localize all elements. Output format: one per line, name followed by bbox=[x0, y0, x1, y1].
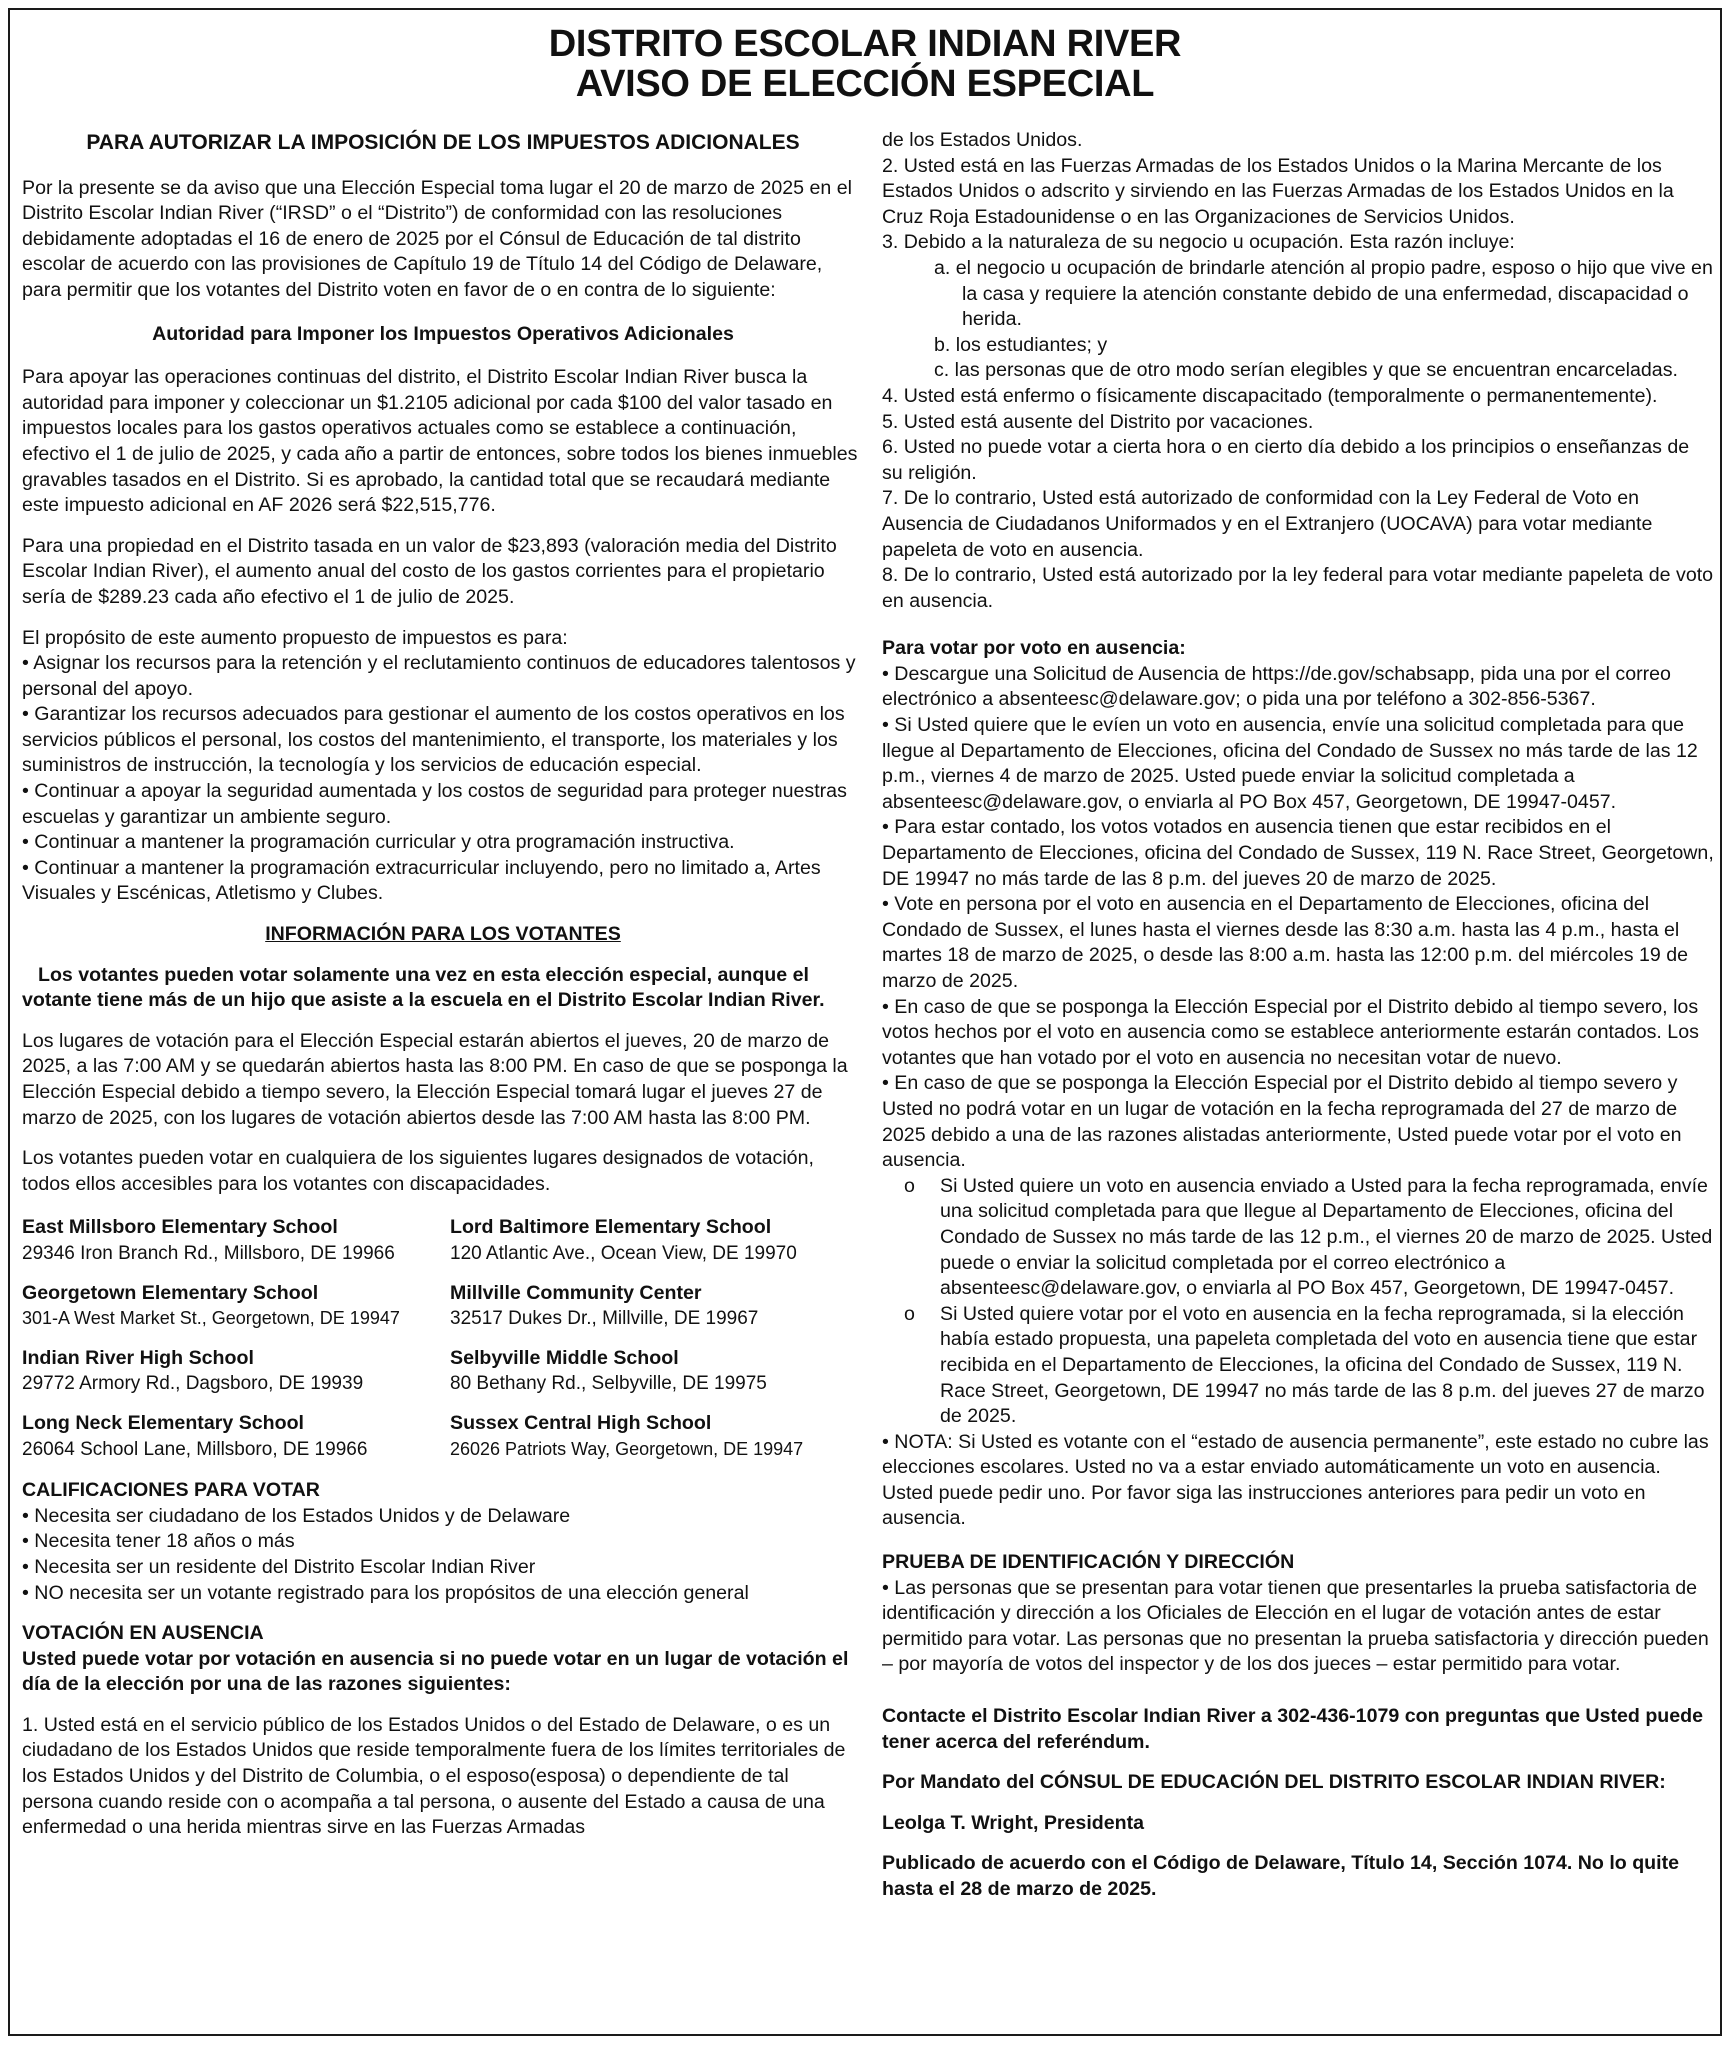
purpose-item: • Continuar a apoyar la seguridad aumentada y los costos de seguridad para proteger nuestras escuelas y garantizar un ambiente seguro. bbox=[22, 780, 847, 828]
option-marker: o bbox=[904, 1302, 915, 1325]
contact-info: Contacte el Distrito Escolar Indian River a 302-436-1079 con preguntas que Usted puede tener acerca del referéndum. bbox=[882, 1705, 1704, 1753]
location-address: 29772 Armory Rd., Dagsboro, DE 19939 bbox=[22, 1373, 364, 1395]
option-text: Si Usted quiere votar por el voto en ausencia en la fecha reprogramada, si la elección había estado propuesta, una papeleta completada del voto en ausencia tiene que estar recibida en el Departamento de Elecciones, la oficina del Condado de Sussex, 119 N. Race Street, Georgetown, DE 19947 no más tarde de las 8 p.m. del jueves 27 de marzo de 2025. bbox=[940, 1302, 1705, 1428]
absentee-reason: 8. De lo contrario, Usted está autorizado por la ley federal para votar mediante papeleta de voto en ausencia. bbox=[882, 564, 1714, 612]
absentee-intro: Usted puede votar por votación en ausencia si no puede votar en un lugar de votación el día de la elección por una de las razones siguientes: bbox=[22, 1647, 849, 1696]
absentee-vote-heading: Para votar por voto en ausencia: bbox=[882, 637, 1186, 660]
publication-note: Publicado de acuerdo con el Código de Delaware, Título 14, Sección 1074. No lo quite hasta el 28 de marzo de 2025. bbox=[882, 1852, 1679, 1900]
location-name: Long Neck Elementary School bbox=[22, 1411, 305, 1434]
polling-location bbox=[450, 1215, 864, 1266]
location-address: 26064 School Lane, Millsboro, DE 19966 bbox=[22, 1438, 368, 1460]
polling-location bbox=[22, 1215, 450, 1266]
notice-title bbox=[10, 24, 1720, 104]
vote-once-notice: Los votantes pueden votar solamente una vez en esta elección especial, aunque el votante tiene más de un hijo que asiste a la escuela en el Distrito Escolar Indian River. bbox=[22, 963, 825, 1012]
location-address: 26026 Patriots Way, Georgetown, DE 19947 bbox=[450, 1438, 804, 1459]
mandate-line: Por Mandato del CÓNSUL DE EDUCACIÓN DEL DISTRITO ESCOLAR INDIAN RIVER: bbox=[882, 1771, 1666, 1794]
location-name: Millville Community Center bbox=[450, 1281, 702, 1304]
absentee-bullet: • Vote en persona por el voto en ausencia en el Departamento de Elecciones, oficina del Condado de Sussex, el lunes hasta el viernes desde las 8:30 a.m. hasta las 4 p.m., hasta el martes 18 de marzo de 2025, o desde las 8:00 a.m. hasta las 12:00 p.m. del miércoles 19 de marzo de 2025. bbox=[882, 893, 1688, 992]
id-text: • Las personas que se presentan para votar tienen que presentarles la prueba satisfactoria de identificación y dirección a los Oficiales de Elección en el lugar de votación antes de estar permitido para votar. Las personas que no presentan la prueba satisfactoria y dirección pueden – por mayoría de votos del inspector y de los dos jueces – estar permitido para votar. bbox=[882, 1576, 1709, 1676]
location-address: 80 Bethany Rd., Selbyville, DE 19975 bbox=[450, 1373, 767, 1395]
purpose-intro: El propósito de este aumento propuesto de impuestos es para: bbox=[22, 626, 568, 649]
absentee-bullet: • Descargue una Solicitud de Ausencia de https://de.gov/schabsapp, pida una por el correo electrónico a absenteesc@delaware.gov; o pida una por teléfono a 302-856-5367. bbox=[882, 662, 1671, 711]
absentee-heading: VOTACIÓN EN AUSENCIA bbox=[22, 1622, 264, 1645]
absentee-reason-1-continued: de los Estados Unidos. bbox=[882, 129, 1083, 151]
absentee-reason: 4. Usted está enfermo o físicamente discapacitado (temporalmente o permanentemente). bbox=[882, 384, 1658, 407]
location-name: Indian River High School bbox=[22, 1346, 254, 1369]
polling-location bbox=[450, 1411, 864, 1462]
absentee-reason-2: 2. Usted está en las Fuerzas Armadas de los Estados Unidos o la Marina Mercante de los Estados Unidos o adscrito y sirviendo en las Fuerzas Armadas de los Estados Unidos en la Cruz Roja Estadounidense o en las Organizaciones de Servicios Unidos. bbox=[882, 154, 1674, 228]
location-address: 120 Atlantic Ave., Ocean View, DE 19970 bbox=[450, 1242, 797, 1264]
property-paragraph: Para una propiedad en el Distrito tasada en un valor de $23,893 (valoración media del Distrito Escolar Indian River), el aumento anual del costo de los gastos corrientes para el propietario sería de $289.23 cada año efectivo el 1 de julio de 2025. bbox=[22, 534, 837, 608]
purpose-item: • Continuar a mantener la programación extracurricular incluyendo, pero no limitado a, Artes Visuales y Escénicas, Atletismo y Clubes. bbox=[22, 856, 821, 905]
signer-name: Leolga T. Wright, Presidenta bbox=[882, 1811, 1145, 1834]
absentee-reason-3: 3. Debido a la naturaleza de su negocio u ocupación. Esta razón incluye: bbox=[882, 231, 1515, 254]
intro-paragraph: Por la presente se da aviso que una Elección Especial toma lugar el 20 de marzo de 2025 en el Distrito Escolar Indian River (“IRSD” o el “Distrito”) de conformidad con las resoluciones debidamente adoptadas el 16 de enero de 2025 por el Cónsul de Educación de tal distrito escolar de acuerdo con las provisiones de Capítulo 19 de Título 14 del Código de Delaware, para permitir que los votantes del Distrito voten en favor de o en contra de lo siguiente: bbox=[22, 176, 852, 301]
authority-subheading: Autoridad para Imponer los Impuestos Operativos Adicionales bbox=[152, 322, 734, 345]
qualification-item: • Necesita ser ciudadano de los Estados Unidos y de Delaware bbox=[22, 1504, 571, 1527]
right-column bbox=[882, 128, 1714, 1903]
locations-intro: Los votantes pueden votar en cualquiera de los siguientes lugares designados de votación, todos ellos accesibles para los votantes con discapacidades. bbox=[22, 1147, 814, 1195]
location-name: Lord Baltimore Elementary School bbox=[450, 1216, 772, 1239]
tax-heading: PARA AUTORIZAR LA IMPOSICIÓN DE LOS IMPUESTOS ADICIONALES bbox=[86, 131, 800, 154]
location-name: East Millsboro Elementary School bbox=[22, 1216, 338, 1239]
location-name: Georgetown Elementary School bbox=[22, 1281, 319, 1304]
absentee-reason: 5. Usted está ausente del Distrito por vacaciones. bbox=[882, 410, 1314, 433]
absentee-reason-3-sub: b. los estudiantes; y bbox=[934, 333, 1108, 356]
polling-location bbox=[22, 1411, 450, 1462]
id-heading: PRUEBA DE IDENTIFICACIÓN Y DIRECCIÓN bbox=[882, 1551, 1295, 1574]
polling-location bbox=[450, 1281, 864, 1332]
qualifications-heading: CALIFICACIONES PARA VOTAR bbox=[22, 1479, 320, 1502]
absentee-bullet: • Si Usted quiere que le evíen un voto en ausencia, envíe una solicitud completada para que llegue al Departamento de Elecciones, oficina del Condado de Sussex no más tarde de las 12 p.m., viernes 4 de marzo de 2025. Usted puede enviar la solicitud completada a absenteesc@delaware.gov, o enviarla al PO Box 457, Georgetown, DE 19947-0457. bbox=[882, 714, 1698, 813]
option-marker: o bbox=[904, 1174, 915, 1197]
location-address: 32517 Dukes Dr., Millville, DE 19967 bbox=[450, 1308, 759, 1330]
rescheduled-option bbox=[882, 1174, 1714, 1302]
purpose-item: • Continuar a mantener la programación curricular y otra programación instructiva. bbox=[22, 831, 735, 854]
location-name: Selbyville Middle School bbox=[450, 1346, 679, 1369]
voter-info-heading: INFORMACIÓN PARA LOS VOTANTES bbox=[265, 923, 621, 946]
title-line-2: AVISO DE ELECCIÓN ESPECIAL bbox=[575, 63, 1155, 105]
location-address: 301-A West Market St., Georgetown, DE 19947 bbox=[22, 1308, 400, 1329]
absentee-reason-3-sub: a. el negocio u ocupación de brindarle atención al propio padre, esposo o hijo que vive en la casa y requiere la atención constante debido de una enfermedad, discapacidad o herida. bbox=[934, 256, 1713, 331]
qualification-item: • Necesita ser un residente del Distrito Escolar Indian River bbox=[22, 1555, 536, 1578]
authority-paragraph: Para apoyar las operaciones continuas del distrito, el Distrito Escolar Indian River busca la autoridad para imponer y coleccionar un $1.2105 adicional por cada $100 del valor tasado en impuestos locales para los gastos operativos actuales como se establece a continuación, efectivo el 1 de julio de 2025, y cada año a partir de entonces, sobre todos los bienes inmuebles gravables tasados en el Distrito. Si es aprobado, la cantidad total que se recaudará mediante este impuesto adicional en AF 2026 será $22,515,776. bbox=[22, 366, 858, 517]
absentee-reason: 6. Usted no puede votar a cierta hora o en cierto día debido a los principios o enseñanzas de su religión. bbox=[882, 436, 1690, 484]
qualification-item: • NO necesita ser un votante registrado para los propósitos de una elección general bbox=[22, 1581, 749, 1604]
polling-location bbox=[22, 1346, 450, 1397]
notice-page bbox=[8, 8, 1722, 2036]
title-line-1: DISTRITO ESCOLAR INDIAN RIVER bbox=[548, 23, 1182, 65]
absentee-bullet: • En caso de que se posponga la Elección Especial por el Distrito debido al tiempo severo, los votos hechos por el voto en ausencia como se establece anteriormente estarán contados. Los votantes que han votado por el voto en ausencia no necesitan votar de nuevo. bbox=[882, 995, 1699, 1069]
purpose-item: • Garantizar los recursos adecuados para gestionar el aumento de los costos operativos en los servicios públicos el personal, los costos del mantenimiento, el transporte, los materiales y los suministros de instrucción, la tecnología y los servicios de educación especial. bbox=[22, 703, 845, 777]
polls-paragraph: Los lugares de votación para el Elección Especial estarán abiertos el jueves, 20 de marzo de 2025, a las 7:00 AM y se quedarán abiertos hasta las 8:00 PM. En caso de que se posponga la Elección Especial debido a tiempo severo, la Elección Especial tomará lugar el jueves 27 de marzo de 2025, con los lugares de votación abiertos desde las 7:00 AM hasta las 8:00 PM. bbox=[22, 1029, 848, 1129]
absentee-reason: 7. De lo contrario, Usted está autorizado de conformidad con la Ley Federal de Voto en Ausencia de Ciudadanos Uniformados y en el Extranjero (UOCAVA) para votar mediante papeleta de voto en ausencia. bbox=[882, 487, 1653, 561]
absentee-reason-1: 1. Usted está en el servicio público de los Estados Unidos o del Estado de Delaware, o es un ciudadano de los Estados Unidos que reside temporalmente fuera de los límites territoriales de los Estados Unidos y del Distrito de Columbia, o el esposo(esposa) o dependiente de tal persona cuando reside con o acompaña a tal persona, o ausente del Estado a causa de una enfermedad o una herida mientras sirve en las Fuerzas Armadas bbox=[22, 1713, 846, 1839]
qualification-item: • Necesita tener 18 años o más bbox=[22, 1530, 295, 1553]
location-name: Sussex Central High School bbox=[450, 1411, 712, 1434]
absentee-bullet: • En caso de que se posponga la Elección Especial por el Distrito debido al tiempo severo y Usted no podrá votar en un lugar de votación en la fecha reprogramada del 27 de marzo de 2025 debido a una de las razones alistadas anteriormente, Usted puede votar por el voto en ausencia. bbox=[882, 1072, 1682, 1172]
purpose-item: • Asignar los recursos para la retención y el reclutamiento continuos de educadores talentosos y personal del apoyo. bbox=[22, 652, 856, 700]
polling-location bbox=[22, 1281, 450, 1332]
left-column bbox=[22, 128, 864, 1841]
option-text: Si Usted quiere un voto en ausencia enviado a Usted para la fecha reprogramada, envíe una solicitud completada para que llegue al Departamento de Elecciones, oficina del Condado de Sussex no más tarde de las 12 p.m., el viernes 20 de marzo de 2025. Usted puede o enviar la solicitud completada por el correo electrónico a absenteesc@delaware.gov, o enviarla al PO Box 457, Georgetown, DE 19947-0457. bbox=[940, 1174, 1713, 1300]
polling-locations bbox=[22, 1215, 864, 1462]
absentee-reason-3-sub: c. las personas que de otro modo serían elegibles y que se encuentran encarceladas. bbox=[934, 359, 1678, 382]
rescheduled-option bbox=[882, 1302, 1714, 1430]
absentee-bullet: • Para estar contado, los votos votados en ausencia tienen que estar recibidos en el Departamento de Elecciones, oficina del Condado de Sussex, 119 N. Race Street, Georgetown, DE 19947 no más tarde de las 8 p.m. del jueves 20 de marzo de 2025. bbox=[882, 816, 1714, 890]
location-address: 29346 Iron Branch Rd., Millsboro, DE 19966 bbox=[22, 1242, 395, 1264]
polling-location bbox=[450, 1346, 864, 1397]
permanent-absentee-note: • NOTA: Si Usted es votante con el “estado de ausencia permanente”, este estado no cubre las elecciones escolares. Usted no va a estar enviado automáticamente un voto en ausencia. Usted puede pedir uno. Por favor siga las instrucciones anteriores para pedir un voto en ausencia. bbox=[882, 1430, 1709, 1530]
